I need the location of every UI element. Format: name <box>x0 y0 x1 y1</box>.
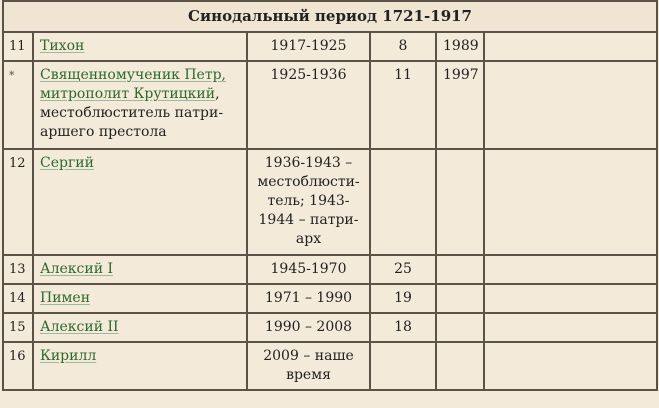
row-extra <box>484 313 657 342</box>
patriarch-link[interactable]: Сергий <box>40 155 94 171</box>
row-year2 <box>436 284 484 313</box>
row-years: 1917-1925 <box>247 32 370 61</box>
row-years: 1971 – 1990 <box>247 284 370 313</box>
row-number: 16 <box>3 342 33 390</box>
patriarch-link[interactable]: Тихон <box>40 38 85 54</box>
row-number: 14 <box>3 284 33 313</box>
row-year2 <box>436 255 484 284</box>
table-row <box>3 284 657 313</box>
row-count <box>370 149 436 255</box>
row-name-cell <box>33 284 247 313</box>
row-name-cell <box>33 255 247 284</box>
row-name-cell <box>33 313 247 342</box>
row-count: 11 <box>370 61 436 149</box>
row-extra <box>484 342 657 390</box>
table-title-row <box>3 1 657 32</box>
row-extra <box>484 284 657 313</box>
row-number: * <box>3 61 33 149</box>
row-count: 8 <box>370 32 436 61</box>
patriarch-link[interactable]: Священномученик Петр, митрополит Крутицкий <box>40 67 226 102</box>
row-year2 <box>436 149 484 255</box>
row-year2 <box>436 313 484 342</box>
table-row <box>3 255 657 284</box>
table-row <box>3 32 657 61</box>
row-extra <box>484 149 657 255</box>
row-years: 1936-1943 – местоблюсти-тель; 1943-1944 – патри-арх <box>247 149 370 255</box>
row-number: 15 <box>3 313 33 342</box>
row-years: 1945-1970 <box>247 255 370 284</box>
row-extra <box>484 61 657 149</box>
row-number: 11 <box>3 32 33 61</box>
patriarchs-table <box>2 0 658 391</box>
name-rest: , местоблюститель патри-аршего престола <box>40 86 224 140</box>
row-year2: 1989 <box>436 32 484 61</box>
patriarch-link[interactable]: Пимен <box>40 290 91 306</box>
row-number: 13 <box>3 255 33 284</box>
row-number: 12 <box>3 149 33 255</box>
table-row <box>3 149 657 255</box>
table-title: Синодальный период 1721-1917 <box>3 1 657 32</box>
row-count <box>370 342 436 390</box>
row-count: 25 <box>370 255 436 284</box>
row-name-cell <box>33 149 247 255</box>
table-row <box>3 313 657 342</box>
table-row <box>3 342 657 390</box>
row-year2: 1997 <box>436 61 484 149</box>
row-years: 2009 – наше время <box>247 342 370 390</box>
row-count: 18 <box>370 313 436 342</box>
row-name-cell <box>33 61 247 149</box>
row-extra <box>484 32 657 61</box>
row-years: 1925-1936 <box>247 61 370 149</box>
table-row <box>3 61 657 149</box>
row-year2 <box>436 342 484 390</box>
patriarchs-table-wrap <box>2 0 656 391</box>
row-extra <box>484 255 657 284</box>
row-name-cell <box>33 342 247 390</box>
patriarch-link[interactable]: Алексий II <box>40 319 119 335</box>
patriarch-link[interactable]: Кирилл <box>40 348 97 364</box>
row-count: 19 <box>370 284 436 313</box>
row-name-cell <box>33 32 247 61</box>
row-years: 1990 – 2008 <box>247 313 370 342</box>
patriarch-link[interactable]: Алексий I <box>40 261 114 277</box>
